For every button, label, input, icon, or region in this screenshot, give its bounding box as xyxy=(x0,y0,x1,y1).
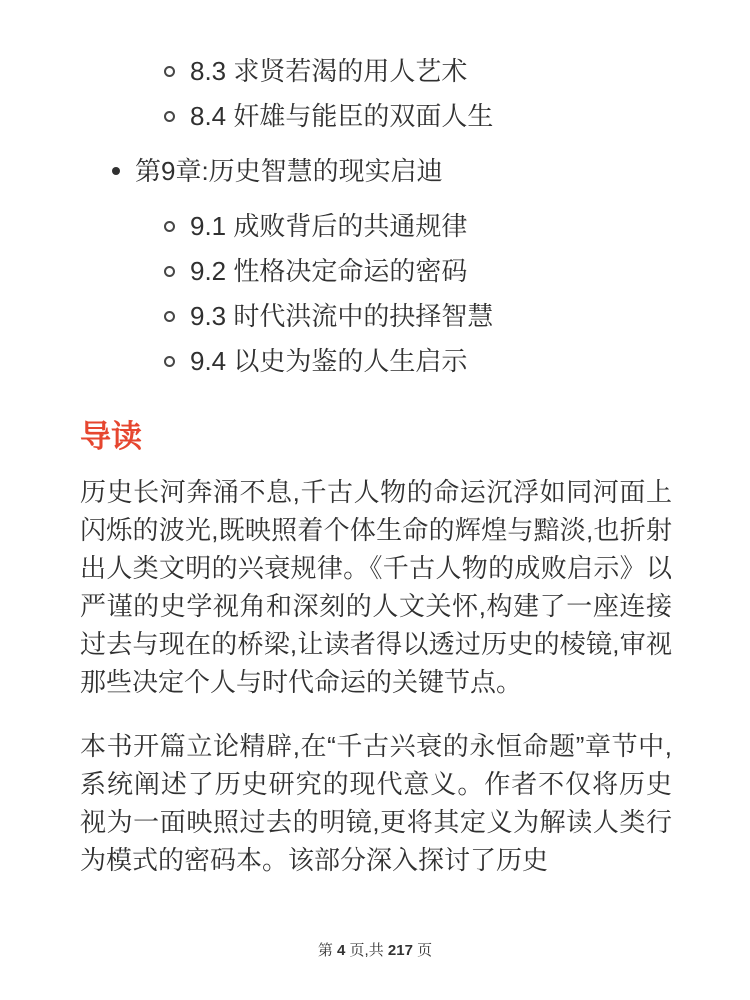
toc-item-label: 9.4 以史为鉴的人生启示 xyxy=(190,346,468,376)
toc-item-9-2 xyxy=(80,252,672,290)
table-of-contents xyxy=(80,52,672,380)
footer-prefix: 第 xyxy=(317,942,338,959)
circle-bullet-icon xyxy=(164,221,175,232)
toc-item-8-3 xyxy=(80,52,672,90)
page-footer xyxy=(0,942,750,960)
disc-bullet-icon xyxy=(112,167,120,175)
toc-item-chapter-9 xyxy=(80,152,672,190)
footer-total-pages: 217 xyxy=(387,942,413,959)
toc-item-label: 9.3 时代洪流中的抉择智慧 xyxy=(190,301,494,331)
intro-paragraph-2: 本书开篇立论精辟,在“千古兴衰的永恒命题”章节中,系统阐述了历史研究的现代意义。作者不仅将历史视为一面映照过去的明镜,更将其定义为解读人类行为模式的密码本。该部分深入探讨了历史 xyxy=(80,731,672,875)
section-heading: 导读 xyxy=(80,419,142,454)
footer-page-number: 4 xyxy=(337,942,346,959)
toc-item-label: 9.1 成败背后的共通规律 xyxy=(190,211,468,241)
circle-bullet-icon xyxy=(164,356,175,367)
toc-item-label: 第9章:历史智慧的现实启迪 xyxy=(135,156,443,186)
circle-bullet-icon xyxy=(164,66,175,77)
toc-item-9-1 xyxy=(80,207,672,245)
footer-suffix: 页 xyxy=(412,942,433,959)
toc-item-label: 8.4 奸雄与能臣的双面人生 xyxy=(190,101,494,131)
toc-item-9-4 xyxy=(80,342,672,380)
intro-paragraph-1: 历史长河奔涌不息,千古人物的命运沉浮如同河面上闪烁的波光,既映照着个体生命的辉煌与黯淡,也折射出人类文明的兴衰规律。《千古人物的成败启示》以严谨的史学视角和深刻的人文关怀,构建了一座连接过去与现在的桥梁,让读者得以透过历史的棱镜,审视那些决定个人与时代命运的关键节点。 xyxy=(80,477,672,697)
circle-bullet-icon xyxy=(164,311,175,322)
toc-item-9-3 xyxy=(80,297,672,335)
circle-bullet-icon xyxy=(164,266,175,277)
toc-item-8-4 xyxy=(80,97,672,135)
footer-middle: 页,共 xyxy=(345,942,388,959)
toc-item-label: 8.3 求贤若渴的用人艺术 xyxy=(190,56,468,86)
toc-item-label: 9.2 性格决定命运的密码 xyxy=(190,256,468,286)
circle-bullet-icon xyxy=(164,111,175,122)
